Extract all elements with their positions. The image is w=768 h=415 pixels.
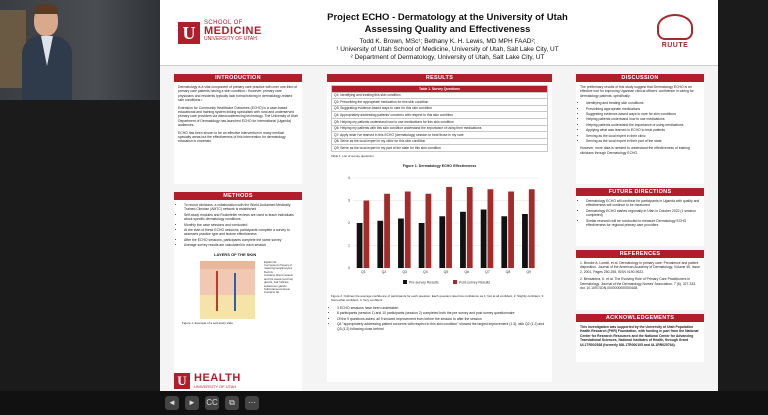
logo-line-2: MEDICINE — [204, 25, 262, 37]
skin-label: Dermis — [264, 269, 273, 274]
figure-2-caption: Figure 2. Outlines the average confidence of participants for each question. Each question rated low confidence as 1: Not at all confident, 2: Slightly confident, 3: Somewhat confident, 4: Very confident — [331, 294, 544, 303]
discussion-item: • Identifying and treating skin conditions — [586, 101, 700, 105]
bar — [501, 217, 507, 269]
methods-item: • To recruit clinicians, a collaboration with the World Acclaimed Medically Trained Clinician (AMTC) network is established — [184, 203, 298, 212]
introduction-body — [174, 82, 302, 184]
discussion-item: • Prescribing appropriate medications — [586, 107, 700, 111]
future-directions-body — [576, 196, 704, 246]
prev-slide-button[interactable]: ◄ — [165, 396, 179, 410]
skin-layers-figure — [178, 251, 298, 327]
results-body — [327, 82, 552, 382]
x-tick-label: Q6 — [463, 270, 469, 275]
skin-figure-caption: Figure 1. Example of a self-study slide — [182, 320, 233, 325]
legend-swatch — [403, 280, 407, 284]
bar — [528, 190, 534, 269]
results-bullets — [331, 306, 548, 331]
future-list — [580, 199, 700, 227]
legend-label: Post-survey Results — [458, 280, 490, 285]
ruute-logo — [650, 14, 700, 49]
table-title: Table 1. Survey Questions — [332, 86, 548, 93]
bar — [363, 201, 369, 269]
table-row — [332, 118, 548, 125]
future-item: • Dermatology ECHO started regionally in Utah in October 2022 (1 session completed) — [586, 209, 700, 218]
bar — [508, 192, 514, 269]
bar — [384, 194, 390, 268]
bar-chart-svg — [333, 168, 547, 292]
poster-subtitle: Assessing Quality and Effectiveness — [364, 24, 531, 35]
school-logo — [204, 20, 262, 42]
more-options-button[interactable]: ⋯ — [245, 396, 259, 410]
health-logo — [174, 373, 264, 391]
table-row — [332, 132, 548, 139]
bar — [460, 212, 466, 268]
bar — [446, 187, 452, 268]
discussion-paragraph: The preliminary results of this study suggest that Dermatology ECHO is an effective tool for improving Ugandan clinical officers' confidence in caring for dermatology patients, specifically: — [580, 85, 694, 98]
future-directions-heading: FUTURE DIRECTIONS — [576, 188, 704, 196]
y-tick-label: 2 — [347, 221, 350, 226]
logo-line-1: SCHOOL OF — [204, 20, 243, 26]
table-row — [332, 99, 548, 106]
legend-swatch — [453, 280, 457, 284]
table-row — [332, 125, 548, 132]
y-tick-label: 4 — [347, 176, 350, 181]
discussion-item: • Serving as the local expert in their part of the state — [586, 139, 700, 143]
methods-item: • After the ECHO sessions, participants complete the same survey — [184, 238, 298, 242]
bar — [480, 210, 486, 269]
presenter — [22, 6, 72, 100]
discussion-heading: DISCUSSION — [576, 74, 704, 82]
chart-title: Figure 1. Dermatology ECHO Effectiveness — [402, 164, 477, 169]
references-heading: REFERENCES — [576, 250, 704, 258]
acknowledgements-heading: ACKNOWLEDGEMENTS — [576, 314, 704, 322]
effectiveness-chart — [333, 162, 547, 292]
discussion-body — [576, 82, 704, 184]
bar — [398, 219, 404, 269]
x-tick-label: Q7 — [484, 270, 490, 275]
bar — [522, 214, 528, 268]
results-heading: RESULTS — [327, 74, 552, 82]
reference-item: 2. Bensabbra, K. et al. The Evolving Role of Primary Care Practitioners in Dermatology. Journal of the Dermatology Nurses' Association, 7 (6), 327-333. doi: 10.1097/JDN.0000000000000168. — [580, 277, 697, 291]
table-cell: Q5: Helping my patients understand how to use medications for this skin condition — [332, 118, 548, 125]
captions-button[interactable]: CC — [205, 396, 219, 410]
affiliation-1: ¹ University of Utah School of Medicine, University of Utah, Salt Lake City, UT — [336, 46, 559, 53]
methods-item: • Monthly live case sessions and conducted — [184, 223, 298, 227]
poster-header — [160, 0, 718, 66]
skin-label: Subcutaneous tissue — [264, 286, 290, 291]
x-tick-label: Q4 — [422, 270, 428, 275]
poster-title: Project ECHO - Dermatology at the University of Utah — [327, 12, 568, 23]
bar — [377, 221, 383, 268]
table-cell: Q2: Prescribing the appropriate medication for this skin condition — [332, 99, 548, 106]
right-column — [576, 74, 704, 362]
bar — [404, 192, 410, 269]
webcam-video — [0, 0, 160, 100]
bar — [356, 223, 362, 268]
legend-label: Pre-survey Results — [408, 280, 439, 285]
methods-item: • Average survey results are calculated for each session — [184, 243, 298, 247]
methods-body — [174, 200, 302, 391]
table-cell: Q8: Serve as the local expert in my clinic for this skin condition — [332, 138, 548, 145]
skin-label: Contains fat — [264, 290, 279, 295]
ruute-label: RUUTE — [661, 42, 689, 49]
poster-authors: Todd K. Brown, MSc¹; Bethany K. H. Lewis, MD MPH FAAD²; — [359, 38, 536, 45]
health-logo-sub: UNIVERSITY OF UTAH — [194, 384, 237, 389]
results-bullet: • 8 participants (session 1) and 10 participants (session 2) completed both the pre survey and post survey questionnaire — [337, 311, 548, 315]
middle-column — [327, 74, 552, 382]
intro-paragraph: ECHO has been shown to be an effective intervention in many medical specialty areas but the effectiveness of this intervention for dermatology education is uncertain. — [178, 130, 286, 144]
results-bullet: • Of the 9 questions asked, all 9 showed improvement from before the session to after the session — [337, 317, 548, 321]
poster-title-block — [310, 12, 585, 62]
y-tick-label: 3 — [347, 199, 350, 204]
bar — [466, 187, 472, 268]
methods-list — [178, 203, 298, 248]
introduction-heading: INTRODUCTION — [174, 74, 302, 82]
y-tick-label: 0 — [347, 266, 350, 271]
discussion-item: • Suggesting evidence-based ways to care for skin conditions — [586, 112, 700, 116]
results-bullet: • 3 ECHO sessions have been undertaken — [337, 306, 548, 310]
y-tick-label: 1 — [347, 244, 350, 249]
x-tick-label: Q5 — [443, 270, 448, 275]
skin-label: Composed of layers of maturing keratinocytes — [264, 263, 293, 271]
x-tick-label: Q3 — [401, 270, 407, 275]
discussion-item: • Serving as the local expert in their clinic — [586, 134, 700, 138]
results-bullet: • Q4 "appropriately addressing patient concerns with respect to this skin condition" showed the largest improvement (1.3), with Q2 (1.2) and Q3 (1.2) following close behind — [337, 322, 548, 331]
skin-labels — [264, 261, 298, 295]
intro-paragraph: Extension for Community Healthcare Outcomes (ECHO) is a case-based educational and training system linking specialists with rural and underserved primary care providers via videoconferencing technology. The University of Utah Department of Dermatology has launched ECHO for International (Uganda) audiences. — [178, 105, 298, 128]
skin-label: Contains blood vessels and the sweat (eccrine) glands, hair follicles, sebaceous glands — [264, 273, 294, 288]
skin-layers-illustration — [200, 261, 255, 319]
references-body — [576, 258, 704, 310]
x-tick-label: Q1 — [360, 270, 366, 275]
survey-questions-table — [331, 85, 548, 152]
discussion-item: • Helping patients understand how to use medications — [586, 117, 700, 121]
discussion-list — [580, 101, 700, 143]
logo-line-3: UNIVERSITY OF UTAH — [204, 36, 257, 42]
table-cell: Q9: Serve as the local expert in my part of the state for this skin condition — [332, 145, 548, 152]
bar — [439, 217, 445, 269]
table-cell: Q4: Appropriately addressing patients' concerns with respect to this skin condition — [332, 112, 548, 119]
table-row — [332, 138, 548, 145]
ruute-emblem-icon — [657, 14, 693, 40]
x-tick-label: Q9 — [525, 270, 531, 275]
player-toolbar — [0, 391, 768, 415]
future-item: • Similar research will be conducted to measure Dermatology ECHO effectiveness for regional primary care providers — [586, 219, 700, 228]
research-poster — [160, 0, 718, 391]
table-row — [332, 105, 548, 112]
health-u-icon: U — [174, 373, 190, 389]
table-cell: Q7: Apply what I've learned in this ECHO (dermatology) session to treat those in my care — [332, 132, 548, 139]
methods-item: • Self-study modules and Rockefeller reviews are used to teach individuals about specific dermatology conditions — [184, 213, 298, 222]
bar — [418, 223, 424, 268]
table-row — [332, 92, 548, 99]
affiliation-2: ² Department of Dermatology, University of Utah, Salt Lake City, UT — [350, 54, 545, 61]
left-column — [174, 74, 302, 391]
intro-paragraph: Dermatology is a vital component of primary care practice with over one-third of primary care patients having a skin condition.¹ However, primary care physicians and residents typically lack formal training in dermatology-related skin conditions.² — [178, 85, 298, 103]
skin-label: Epidermis — [264, 259, 277, 264]
methods-item: • At the start of these ECHO sessions, participants complete a survey to assesses practice type and lecture effectiveness — [184, 228, 298, 237]
health-logo-text: HEALTH — [194, 372, 241, 384]
table-cell: Q6: Helping my patients with this skin condition understand the importance of using their medications — [332, 125, 548, 132]
discussion-paragraph: However, more data is needed to understand the effectiveness of training clinicians through Dermatology ECHO. — [580, 146, 690, 155]
table-row — [332, 145, 548, 152]
discussion-item: • Applying what was learned in ECHO to treat patients — [586, 128, 700, 132]
methods-heading: METHODS — [174, 192, 302, 200]
table-row — [332, 112, 548, 119]
table-cell: Q1: Identifying and treating this skin condition — [332, 92, 548, 99]
bar — [487, 190, 493, 269]
x-tick-label: Q8 — [505, 270, 510, 275]
video-side-margin — [718, 0, 768, 391]
discussion-item: • Helping patients understand the importance of using medications — [586, 123, 700, 127]
bar — [425, 194, 431, 268]
fullscreen-button[interactable]: ⧉ — [225, 396, 239, 410]
x-tick-label: Q2 — [381, 270, 386, 275]
table-caption: Table 1. List of survey questions — [331, 153, 374, 158]
skin-figure-title: LAYERS OF THE SKIN — [214, 251, 257, 257]
player-controls — [165, 396, 259, 410]
table-cell: Q3: Suggesting evidence-based ways to care for this skin condition — [332, 105, 548, 112]
reference-item: 1. Brooke A, Lowell, et al. Dermatology in primary care: Prevalence and patient disposition. Journal of the American Academy of Dermatology, Volume 45, Issue 2, 2001, Pages 250-255, ISSN 0190-9622. — [580, 261, 700, 274]
next-slide-button[interactable]: ► — [185, 396, 199, 410]
university-logo-icon: U — [178, 22, 200, 44]
future-item: • Dermatology ECHO will continue for participants in Uganda with quality and effectiveness will continue to be measured — [586, 199, 700, 208]
acknowledgements-body: This investigation was supported by the University of Utah Population Health Research (PHR) Foundation, with funding in part from the National Center for Research Resources and the National Center for Advancing Translational Sciences, National Institutes of Health, through Grant UL1TR002538 (formerly 8UL1TR000105 and UL1RR025764). — [576, 322, 704, 362]
